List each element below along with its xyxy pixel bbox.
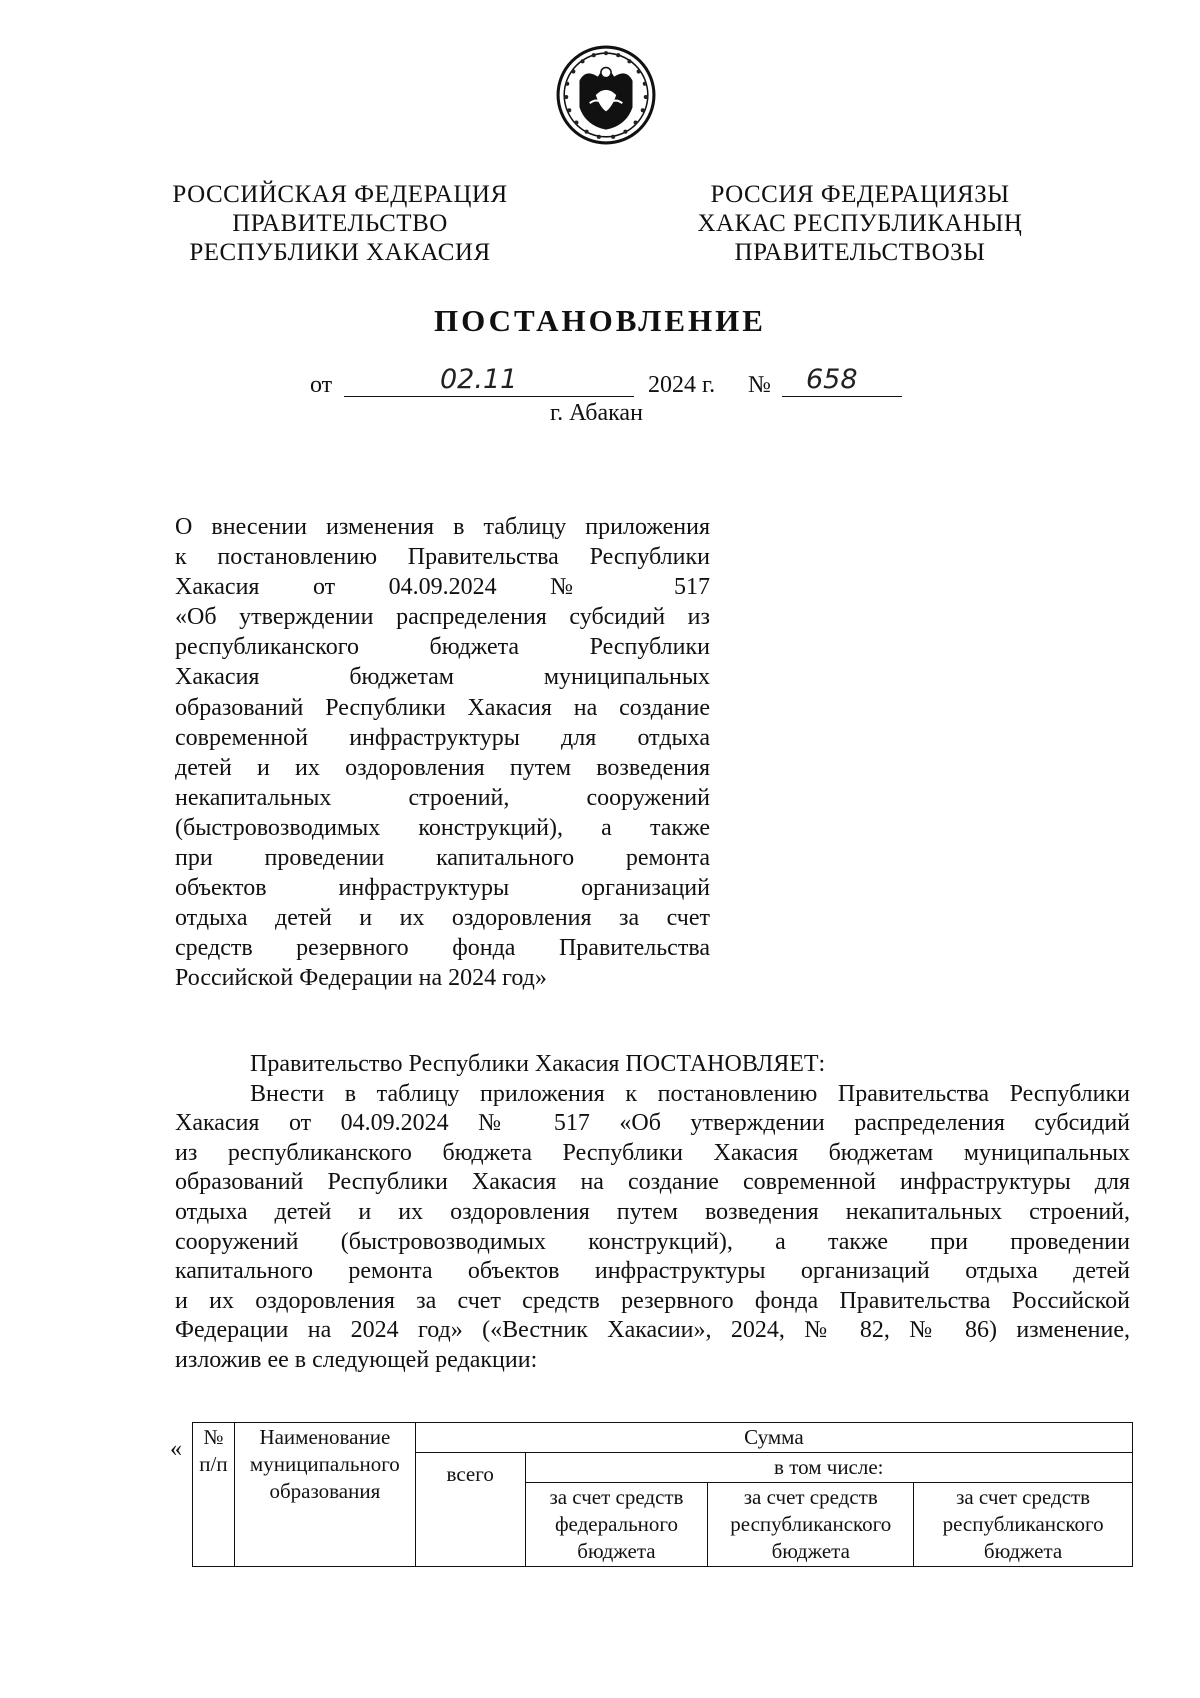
header-left-block xyxy=(140,180,540,267)
header-left-line-1: РОССИЙСКАЯ ФЕДЕРАЦИЯ xyxy=(172,181,508,208)
subject-line: средств резервного фонда Правительства xyxy=(175,935,710,962)
resolves-line: Правительство Республики Хакасия ПОСТАНОВЛЯЕТ: xyxy=(250,1051,826,1077)
republican-budget-header: за счет средств республиканского бюджета xyxy=(708,1483,914,1567)
body-line: отдыха детей и их оздоровления путем возведения некапитальных строений, xyxy=(175,1198,1130,1225)
subject-line: Хакасия от 04.09.2024 № 517 xyxy=(175,574,710,601)
date-handwritten: 02.11 xyxy=(440,364,518,395)
date-number-line xyxy=(310,362,910,398)
subject-line: Российской Федерации на 2024 год» xyxy=(175,965,547,992)
subject-line: республиканского бюджета Республики xyxy=(175,634,710,661)
header-left-line-2: ПРАВИТЕЛЬСТВО xyxy=(232,210,448,237)
body-line: Федерации на 2024 год» («Вестник Хакасии», 2024, № 82, № 86) изменение, xyxy=(175,1317,1130,1344)
header-right-block xyxy=(660,180,1060,267)
federal-budget-header: за счет средств федерального бюджета xyxy=(525,1483,708,1567)
subject-block xyxy=(175,512,710,994)
subject-line: образований Республики Хакасия на создание xyxy=(175,694,710,721)
body-line: капитального ремонта объектов инфраструктуры организаций отдыха детей xyxy=(175,1258,1130,1285)
subject-line: современной инфраструктуры для отдыха xyxy=(175,724,710,751)
republican-budget-header-2: за счет средств республиканского бюджета xyxy=(914,1483,1133,1567)
subject-line: при проведении капитального ремонта xyxy=(175,845,710,872)
header-left-line-3: РЕСПУБЛИКИ ХАКАСИЯ xyxy=(189,239,491,266)
col-name-header: Наименование муниципального образования xyxy=(234,1423,415,1567)
subject-line: «Об утверждении распределения субсидий из xyxy=(175,604,710,631)
body-line: из республиканского бюджета Республики Хакасия бюджетам муниципальных xyxy=(175,1139,1130,1166)
header-right-line-3: ПРАВИТЕЛЬСТВОЗЫ xyxy=(734,239,986,266)
subject-line: (быстровозводимых конструкций), а также xyxy=(175,814,710,841)
body-line: и их оздоровления за счет средств резервного фонда Правительства Российской xyxy=(175,1287,1130,1314)
date-prefix: от xyxy=(310,372,333,398)
body-line: изложив ее в следующей редакции: xyxy=(175,1346,538,1373)
body-text xyxy=(175,1050,1130,1376)
city-label: г. Абакан xyxy=(550,400,643,426)
subject-line: к постановлению Правительства Республики xyxy=(175,544,710,571)
including-header: в том числе: xyxy=(525,1453,1132,1483)
subject-line: Хакасия бюджетам муниципальных xyxy=(175,664,710,691)
header-right-line-2: ХАКАС РЕСПУБЛИКАНЫҢ xyxy=(697,210,1023,237)
subsidy-table xyxy=(192,1422,1133,1567)
body-line: Внести в таблицу приложения к постановлению Правительства Республики xyxy=(250,1080,1130,1107)
number-sign: № xyxy=(748,372,771,398)
sum-header: Сумма xyxy=(415,1423,1132,1453)
table-open-quote: « xyxy=(170,1436,182,1462)
body-line: Хакасия от 04.09.2024 № 517 «Об утверждении распределения субсидий xyxy=(175,1110,1130,1137)
total-header: всего xyxy=(415,1453,525,1567)
subject-line: О внесении изменения в таблицу приложения xyxy=(175,514,710,540)
subject-line: объектов инфраструктуры организаций xyxy=(175,875,710,902)
year-label: 2024 г. xyxy=(648,372,716,398)
body-line: образований Республики Хакасия на создание современной инфраструктуры для xyxy=(175,1169,1130,1196)
document-title: ПОСТАНОВЛЕНИЕ xyxy=(434,303,766,338)
col-number-header: № п/п xyxy=(193,1423,235,1567)
subject-line: отдыха детей и их оздоровления за счет xyxy=(175,905,710,932)
number-handwritten: 658 xyxy=(806,364,858,395)
subject-line: некапитальных строений, сооружений xyxy=(175,784,710,811)
header-right-line-1: РОССИЯ ФЕДЕРАЦИЯЗЫ xyxy=(710,181,1010,208)
subject-line: детей и их оздоровления путем возведения xyxy=(175,754,710,781)
coat-of-arms-emblem xyxy=(555,44,657,146)
body-line: сооружений (быстровозводимых конструкций), а также при проведении xyxy=(175,1228,1130,1255)
